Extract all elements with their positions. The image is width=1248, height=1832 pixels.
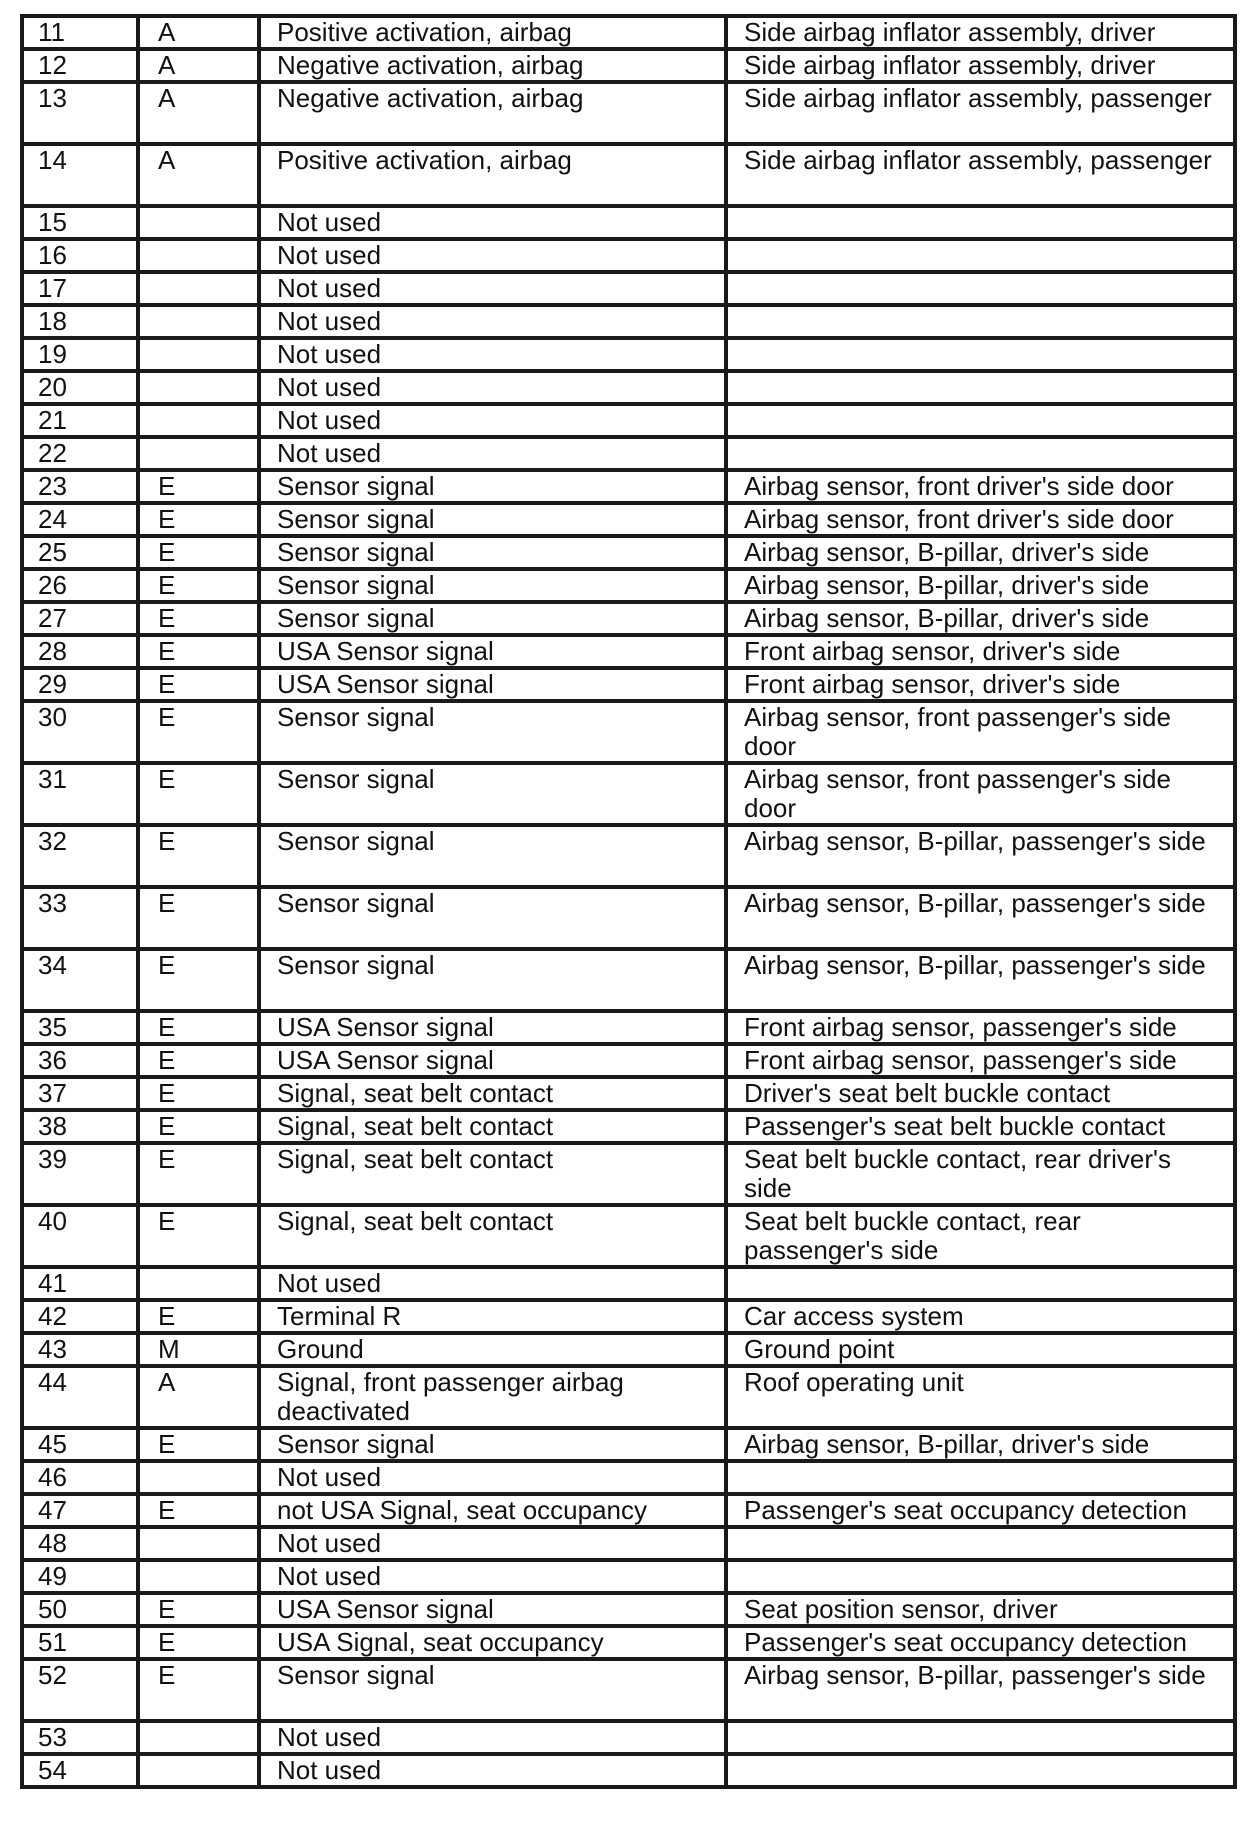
signal-description-cell: Not used xyxy=(259,239,726,272)
table-row xyxy=(22,1300,1235,1333)
table-row xyxy=(22,1494,1235,1527)
pin-number-cell: 23 xyxy=(22,470,138,503)
signal-type-cell: A xyxy=(138,49,259,82)
signal-type-cell: E xyxy=(138,1143,259,1205)
table-row xyxy=(22,1721,1235,1754)
component-cell: Airbag sensor, B-pillar, passenger's side xyxy=(726,949,1235,1011)
table-row xyxy=(22,470,1235,503)
signal-description-cell: Terminal R xyxy=(259,1300,726,1333)
component-cell xyxy=(726,1721,1235,1754)
pin-number-cell: 27 xyxy=(22,602,138,635)
table-row xyxy=(22,949,1235,1011)
table-row xyxy=(22,1527,1235,1560)
table-row xyxy=(22,1626,1235,1659)
signal-type-cell: E xyxy=(138,1205,259,1267)
signal-type-cell: E xyxy=(138,1300,259,1333)
signal-description-cell: Not used xyxy=(259,371,726,404)
table-row xyxy=(22,371,1235,404)
signal-type-cell: E xyxy=(138,949,259,1011)
component-cell: Airbag sensor, B-pillar, passenger's side xyxy=(726,825,1235,887)
signal-type-cell: E xyxy=(138,1044,259,1077)
signal-description-cell: USA Sensor signal xyxy=(259,1044,726,1077)
signal-type-cell: A xyxy=(138,82,259,144)
pin-number-cell: 19 xyxy=(22,338,138,371)
pin-number-cell: 34 xyxy=(22,949,138,1011)
signal-description-cell: Not used xyxy=(259,404,726,437)
signal-type-cell: E xyxy=(138,1428,259,1461)
pin-number-cell: 13 xyxy=(22,82,138,144)
pin-number-cell: 40 xyxy=(22,1205,138,1267)
component-cell: Airbag sensor, B-pillar, driver's side xyxy=(726,1428,1235,1461)
table-row xyxy=(22,1110,1235,1143)
signal-description-cell: Sensor signal xyxy=(259,701,726,763)
component-cell: Airbag sensor, B-pillar, driver's side xyxy=(726,602,1235,635)
pin-number-cell: 36 xyxy=(22,1044,138,1077)
pin-number-cell: 21 xyxy=(22,404,138,437)
signal-type-cell: E xyxy=(138,701,259,763)
signal-type-cell xyxy=(138,239,259,272)
signal-type-cell: M xyxy=(138,1333,259,1366)
signal-description-cell: Sensor signal xyxy=(259,536,726,569)
table-row xyxy=(22,887,1235,949)
component-cell: Front airbag sensor, driver's side xyxy=(726,635,1235,668)
table-row xyxy=(22,1754,1235,1787)
pin-number-cell: 50 xyxy=(22,1593,138,1626)
component-cell xyxy=(726,272,1235,305)
signal-type-cell xyxy=(138,1461,259,1494)
table-row xyxy=(22,1077,1235,1110)
signal-description-cell: USA Sensor signal xyxy=(259,668,726,701)
table-row xyxy=(22,206,1235,239)
signal-description-cell: Sensor signal xyxy=(259,503,726,536)
pin-number-cell: 12 xyxy=(22,49,138,82)
signal-description-cell: Not used xyxy=(259,206,726,239)
signal-description-cell: Sensor signal xyxy=(259,569,726,602)
signal-description-cell: Sensor signal xyxy=(259,1428,726,1461)
pin-number-cell: 20 xyxy=(22,371,138,404)
table-row xyxy=(22,437,1235,470)
table-row xyxy=(22,1659,1235,1721)
signal-description-cell: not USA Signal, seat occupancy xyxy=(259,1494,726,1527)
signal-description-cell: Sensor signal xyxy=(259,602,726,635)
signal-description-cell: Not used xyxy=(259,1721,726,1754)
pin-table-body xyxy=(22,16,1235,1787)
component-cell: Front airbag sensor, passenger's side xyxy=(726,1044,1235,1077)
signal-description-cell: Sensor signal xyxy=(259,949,726,1011)
signal-description-cell: Not used xyxy=(259,1754,726,1787)
pin-number-cell: 51 xyxy=(22,1626,138,1659)
component-cell xyxy=(726,206,1235,239)
pin-number-cell: 24 xyxy=(22,503,138,536)
signal-description-cell: Sensor signal xyxy=(259,763,726,825)
signal-type-cell: E xyxy=(138,825,259,887)
signal-description-cell: Not used xyxy=(259,437,726,470)
table-row xyxy=(22,82,1235,144)
component-cell: Passenger's seat occupancy detection xyxy=(726,1626,1235,1659)
table-row xyxy=(22,1011,1235,1044)
component-cell: Seat belt buckle contact, rear passenger's side xyxy=(726,1205,1235,1267)
signal-description-cell: Not used xyxy=(259,1461,726,1494)
pin-number-cell: 43 xyxy=(22,1333,138,1366)
pin-assignment-page xyxy=(20,14,1237,1789)
table-row xyxy=(22,536,1235,569)
signal-description-cell: Signal, seat belt contact xyxy=(259,1143,726,1205)
table-row xyxy=(22,1267,1235,1300)
component-cell: Seat position sensor, driver xyxy=(726,1593,1235,1626)
pin-number-cell: 38 xyxy=(22,1110,138,1143)
pin-number-cell: 54 xyxy=(22,1754,138,1787)
table-row xyxy=(22,272,1235,305)
signal-type-cell: A xyxy=(138,144,259,206)
pin-number-cell: 33 xyxy=(22,887,138,949)
component-cell: Side airbag inflator assembly, driver xyxy=(726,16,1235,49)
pin-number-cell: 53 xyxy=(22,1721,138,1754)
component-cell: Seat belt buckle contact, rear driver's side xyxy=(726,1143,1235,1205)
table-row xyxy=(22,1143,1235,1205)
component-cell: Airbag sensor, B-pillar, passenger's side xyxy=(726,887,1235,949)
signal-description-cell: Not used xyxy=(259,1560,726,1593)
component-cell: Ground point xyxy=(726,1333,1235,1366)
pin-number-cell: 47 xyxy=(22,1494,138,1527)
table-row xyxy=(22,1560,1235,1593)
component-cell: Front airbag sensor, passenger's side xyxy=(726,1011,1235,1044)
signal-description-cell: USA Sensor signal xyxy=(259,1593,726,1626)
pin-number-cell: 15 xyxy=(22,206,138,239)
pin-number-cell: 32 xyxy=(22,825,138,887)
component-cell xyxy=(726,338,1235,371)
pin-number-cell: 29 xyxy=(22,668,138,701)
component-cell xyxy=(726,437,1235,470)
component-cell: Side airbag inflator assembly, passenger xyxy=(726,82,1235,144)
pin-number-cell: 48 xyxy=(22,1527,138,1560)
signal-type-cell xyxy=(138,1560,259,1593)
component-cell xyxy=(726,239,1235,272)
table-row xyxy=(22,635,1235,668)
pin-number-cell: 42 xyxy=(22,1300,138,1333)
pin-number-cell: 31 xyxy=(22,763,138,825)
pin-assignment-table xyxy=(20,14,1237,1789)
pin-number-cell: 46 xyxy=(22,1461,138,1494)
pin-number-cell: 17 xyxy=(22,272,138,305)
signal-description-cell: Not used xyxy=(259,272,726,305)
table-row xyxy=(22,49,1235,82)
component-cell: Roof operating unit xyxy=(726,1366,1235,1428)
signal-description-cell: Not used xyxy=(259,305,726,338)
signal-type-cell: E xyxy=(138,668,259,701)
table-row xyxy=(22,404,1235,437)
component-cell: Side airbag inflator assembly, driver xyxy=(726,49,1235,82)
pin-number-cell: 22 xyxy=(22,437,138,470)
component-cell: Airbag sensor, front passenger's side door xyxy=(726,701,1235,763)
signal-type-cell: E xyxy=(138,1077,259,1110)
signal-type-cell: E xyxy=(138,887,259,949)
signal-type-cell: E xyxy=(138,602,259,635)
table-row xyxy=(22,1461,1235,1494)
component-cell xyxy=(726,305,1235,338)
signal-type-cell xyxy=(138,206,259,239)
pin-number-cell: 14 xyxy=(22,144,138,206)
signal-type-cell: E xyxy=(138,569,259,602)
signal-type-cell xyxy=(138,437,259,470)
table-row xyxy=(22,144,1235,206)
pin-number-cell: 16 xyxy=(22,239,138,272)
signal-type-cell: E xyxy=(138,1593,259,1626)
pin-number-cell: 39 xyxy=(22,1143,138,1205)
component-cell xyxy=(726,1461,1235,1494)
signal-description-cell: Positive activation, airbag xyxy=(259,16,726,49)
signal-type-cell xyxy=(138,338,259,371)
signal-type-cell xyxy=(138,404,259,437)
table-row xyxy=(22,701,1235,763)
table-row xyxy=(22,338,1235,371)
signal-type-cell xyxy=(138,1754,259,1787)
signal-type-cell xyxy=(138,1267,259,1300)
signal-description-cell: USA Signal, seat occupancy xyxy=(259,1626,726,1659)
signal-description-cell: Sensor signal xyxy=(259,887,726,949)
signal-type-cell: E xyxy=(138,536,259,569)
signal-type-cell: E xyxy=(138,1494,259,1527)
component-cell: Passenger's seat belt buckle contact xyxy=(726,1110,1235,1143)
pin-number-cell: 41 xyxy=(22,1267,138,1300)
signal-description-cell: Not used xyxy=(259,338,726,371)
component-cell xyxy=(726,404,1235,437)
signal-description-cell: Sensor signal xyxy=(259,470,726,503)
signal-type-cell: E xyxy=(138,470,259,503)
signal-description-cell: Signal, seat belt contact xyxy=(259,1077,726,1110)
component-cell: Front airbag sensor, driver's side xyxy=(726,668,1235,701)
pin-number-cell: 49 xyxy=(22,1560,138,1593)
table-row xyxy=(22,16,1235,49)
pin-number-cell: 26 xyxy=(22,569,138,602)
table-row xyxy=(22,305,1235,338)
table-row xyxy=(22,1366,1235,1428)
table-row xyxy=(22,763,1235,825)
component-cell: Airbag sensor, B-pillar, driver's side xyxy=(726,536,1235,569)
signal-description-cell: Not used xyxy=(259,1527,726,1560)
component-cell: Airbag sensor, B-pillar, driver's side xyxy=(726,569,1235,602)
pin-number-cell: 45 xyxy=(22,1428,138,1461)
pin-number-cell: 28 xyxy=(22,635,138,668)
component-cell: Airbag sensor, B-pillar, passenger's side xyxy=(726,1659,1235,1721)
component-cell xyxy=(726,371,1235,404)
component-cell: Side airbag inflator assembly, passenger xyxy=(726,144,1235,206)
component-cell: Airbag sensor, front passenger's side door xyxy=(726,763,1235,825)
signal-type-cell xyxy=(138,272,259,305)
component-cell xyxy=(726,1754,1235,1787)
signal-type-cell: E xyxy=(138,763,259,825)
component-cell: Airbag sensor, front driver's side door xyxy=(726,503,1235,536)
table-row xyxy=(22,668,1235,701)
pin-number-cell: 35 xyxy=(22,1011,138,1044)
signal-description-cell: USA Sensor signal xyxy=(259,635,726,668)
table-row xyxy=(22,239,1235,272)
component-cell: Car access system xyxy=(726,1300,1235,1333)
component-cell xyxy=(726,1527,1235,1560)
table-row xyxy=(22,1428,1235,1461)
signal-type-cell xyxy=(138,371,259,404)
signal-type-cell: E xyxy=(138,503,259,536)
pin-number-cell: 18 xyxy=(22,305,138,338)
signal-description-cell: Sensor signal xyxy=(259,1659,726,1721)
signal-description-cell: Not used xyxy=(259,1267,726,1300)
table-row xyxy=(22,825,1235,887)
signal-type-cell xyxy=(138,1527,259,1560)
signal-type-cell: E xyxy=(138,1626,259,1659)
pin-number-cell: 52 xyxy=(22,1659,138,1721)
signal-type-cell xyxy=(138,1721,259,1754)
pin-number-cell: 44 xyxy=(22,1366,138,1428)
pin-number-cell: 25 xyxy=(22,536,138,569)
component-cell: Airbag sensor, front driver's side door xyxy=(726,470,1235,503)
signal-description-cell: Sensor signal xyxy=(259,825,726,887)
signal-type-cell: E xyxy=(138,635,259,668)
signal-type-cell: E xyxy=(138,1110,259,1143)
signal-description-cell: Signal, seat belt contact xyxy=(259,1110,726,1143)
pin-number-cell: 30 xyxy=(22,701,138,763)
signal-description-cell: Signal, front passenger airbag deactivated xyxy=(259,1366,726,1428)
component-cell: Driver's seat belt buckle contact xyxy=(726,1077,1235,1110)
table-row xyxy=(22,602,1235,635)
table-row xyxy=(22,1333,1235,1366)
signal-description-cell: Negative activation, airbag xyxy=(259,49,726,82)
signal-description-cell: Negative activation, airbag xyxy=(259,82,726,144)
signal-description-cell: USA Sensor signal xyxy=(259,1011,726,1044)
signal-description-cell: Ground xyxy=(259,1333,726,1366)
pin-number-cell: 37 xyxy=(22,1077,138,1110)
table-row xyxy=(22,569,1235,602)
signal-description-cell: Positive activation, airbag xyxy=(259,144,726,206)
component-cell xyxy=(726,1267,1235,1300)
signal-type-cell: E xyxy=(138,1011,259,1044)
table-row xyxy=(22,503,1235,536)
component-cell: Passenger's seat occupancy detection xyxy=(726,1494,1235,1527)
signal-type-cell: A xyxy=(138,16,259,49)
table-row xyxy=(22,1205,1235,1267)
table-row xyxy=(22,1593,1235,1626)
signal-description-cell: Signal, seat belt contact xyxy=(259,1205,726,1267)
signal-type-cell: E xyxy=(138,1659,259,1721)
signal-type-cell: A xyxy=(138,1366,259,1428)
table-row xyxy=(22,1044,1235,1077)
pin-number-cell: 11 xyxy=(22,16,138,49)
signal-type-cell xyxy=(138,305,259,338)
component-cell xyxy=(726,1560,1235,1593)
